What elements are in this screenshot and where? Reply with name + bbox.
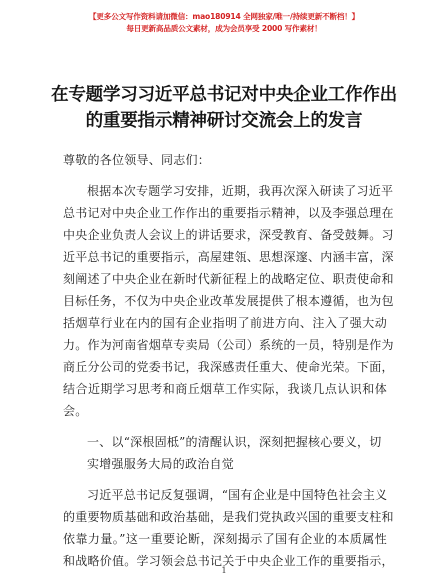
document-title-line-2: 的重要指示精神研讨交流会上的发言 bbox=[85, 110, 363, 131]
salutation: 尊敬的各位领导、同志们： bbox=[63, 153, 211, 167]
promo-banner-line-1: 【更多公文写作资料请加微信：mao180914 全网独家/唯一/持续更新不断档！】 bbox=[88, 12, 360, 21]
section-heading-line: 实增强服务大局的政治自觉 bbox=[87, 457, 235, 471]
paragraph-line: 近平总书记的重要指示，高屋建瓴、思想深邃、内涵丰富，深 bbox=[63, 250, 394, 264]
paragraph-line: 的重要物质基础和政治基础，是我们党执政兴国的重要支柱和 bbox=[63, 510, 394, 524]
paragraph-line: 根据本次专题学习安排，近期，我再次深入研读了习近平 bbox=[87, 184, 394, 198]
paragraph-line: 结合近期学习思考和商丘烟草工作实际，我谈几点认识和体 bbox=[63, 382, 387, 396]
paragraph-line: 括烟草行业在内的国有企业指明了前进方向、注入了强大动 bbox=[63, 316, 387, 330]
paragraph-line: 商丘分公司的党委书记，我深感责任重大、使命光荣。下面， bbox=[63, 360, 394, 374]
section-heading-line: 一、以“深根固柢”的清醒认识，深刻把握核心要义，切 bbox=[87, 435, 382, 449]
paragraph-line: 刻阐述了中央企业在新时代新征程上的战略定位、职责使命和 bbox=[63, 272, 394, 286]
promo-banner-line-2: 每日更新高品质公文素材，成为会员享受 2000 写作素材！ bbox=[126, 24, 322, 33]
paragraph-line: 中央企业负责人会议上的讲话要求，深受教育、备受鼓舞。习 bbox=[63, 228, 394, 242]
paragraph-line: 会。 bbox=[63, 404, 88, 418]
paragraph-line: 依靠力量。”这一重要论断，深刻揭示了国有企业的本质属性 bbox=[63, 532, 387, 546]
document-title-line-1: 在专题学习习近平总书记对中央企业工作作出 bbox=[51, 84, 397, 105]
paragraph-line: 力。作为河南省烟草专卖局（公司）系统的一员，特别是作为 bbox=[63, 338, 394, 352]
paragraph-line: 总书记对中央企业工作作出的重要指示精神，以及李强总理在 bbox=[63, 206, 394, 220]
paragraph-line: 目标任务，不仅为中央企业改革发展提供了根本遵循，也为包 bbox=[63, 294, 394, 308]
paragraph-line: 习近平总书记反复强调，“国有企业是中国特色社会主义 bbox=[87, 488, 388, 502]
page-number: 1 bbox=[221, 566, 227, 575]
paragraph-line: 和战略价值。学习领会总书记关于中央企业工作的重要指示， bbox=[63, 554, 394, 568]
